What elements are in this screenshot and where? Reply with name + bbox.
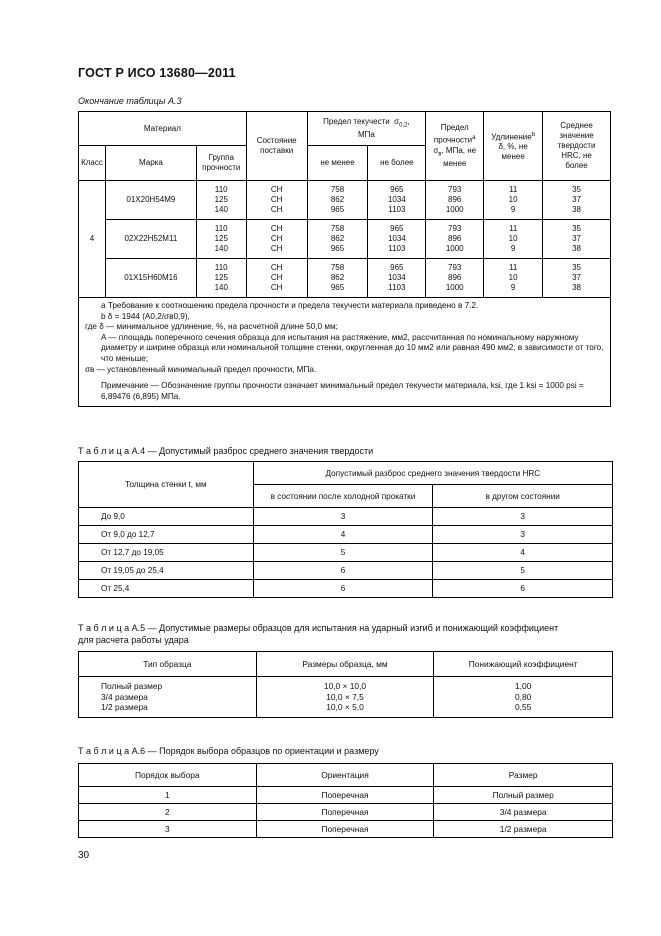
hardness-range-header: Допустимый разброс среднего значения твердости HRC <box>253 462 612 485</box>
table-a4-caption: Т а б л и ц а А.4 — Допустимый разброс среднего значения твердости <box>78 446 374 456</box>
note-where: где δ — минимальное удлинение, %, на расчетной длине 50,0 мм; <box>85 322 338 332</box>
class-cell: 4 <box>79 181 106 298</box>
class-header: Класс <box>79 146 106 181</box>
table-row: От 25,4 6 6 <box>79 580 613 598</box>
table-row: От 19,05 до 25,4 6 5 <box>79 562 613 580</box>
specimen-types: Полный размер 3/4 размера 1/2 размера <box>79 677 257 718</box>
table-row: 1 Поперечная Полный размер <box>79 787 613 804</box>
table-a6 <box>78 763 613 838</box>
table-row: 02Х22Н52М11 110 125 140 СН СН СН 758 862 965 965 1034 1103 793 896 1000 11 10 9 35 37 38 <box>79 220 611 259</box>
table-row <box>79 677 613 718</box>
table-a5-caption-2: для расчета работы удара <box>78 635 189 645</box>
table-a4 <box>78 461 613 598</box>
elongation-header: Удлинение$^b$ δ, %, не менее <box>484 112 543 181</box>
specimen-type-header: Тип образца <box>79 652 257 677</box>
grade-header: Марка <box>105 146 196 181</box>
orientation-header: Ориентация <box>256 764 434 787</box>
note-b: b δ = 1944 (A0,2/σв0,9), <box>101 311 190 321</box>
table-row: 3 Поперечная 1/2 размера <box>79 821 613 838</box>
table-a3-caption: Окончание таблицы А.3 <box>78 96 182 106</box>
tensile-strength-header: Предел прочности$^a$ $\sigma_в$, МПа, не менее <box>426 112 484 181</box>
document-header: ГОСТ Р ИСО 13680—2011 <box>78 66 236 80</box>
hardness-header: Среднее значение твердости HRC, не более <box>543 112 611 181</box>
grade-cell: 01Х20Н54М9 <box>105 181 196 220</box>
reduction-factor-header: Понижающий коэффициент <box>434 652 613 677</box>
note-a: a Требование к соотношению предела прочности и предела текучести материала приведено в 7.2. <box>101 301 479 310</box>
note-prim: Примечание — Обозначение группы прочности означает минимальный предел текучести материала, ksi, где 1 ksi = 1000 psi = 6,89476 (6,895) МПа. <box>101 381 584 401</box>
table-a5-caption-1: Т а б л и ц а А.5 — Допустимые размеры образцов для испытания на ударный изгиб и понижающий коэффициент <box>78 623 559 633</box>
table-row: От 12,7 до 19,05 5 4 <box>79 544 613 562</box>
table-row: От 9,0 до 12,7 4 3 <box>79 526 613 544</box>
reduction-factors: 1,00 0,80 0,55 <box>434 677 613 718</box>
cold-rolled-header: в состоянии после холодной прокатки <box>253 485 433 508</box>
specimen-size-header: Размеры образца, мм <box>256 652 434 677</box>
not-less-header: не менее <box>307 146 368 181</box>
table-row: 4 01Х20Н54М9 110 125 140 СН СН СН 758 862 965 965 1034 1103 793 896 1000 11 10 9 35 37 38 <box>79 181 611 220</box>
strength-group-header: Группа прочности <box>196 146 246 181</box>
material-header: Материал <box>79 112 247 146</box>
grade-cell: 02Х22Н52М11 <box>105 220 196 259</box>
table-row: До 9,0 3 3 <box>79 508 613 526</box>
table-row: 2 Поперечная 3/4 размера <box>79 804 613 821</box>
grade-cell: 01Х15Н60М16 <box>105 259 196 298</box>
thickness-header: Толщина стенки t, мм <box>79 462 254 508</box>
note-A: A — площадь поперечного сечения образца для испытания на растяжение, мм2, рассчитанная по номинальному наружному диаметру и ширине образца или номинальной толщине стенки, округленная до 10 мм2 или равная 490 мм2, в зависимости от того, что меньше; <box>101 332 604 363</box>
table-a3-notes <box>79 298 611 407</box>
other-state-header: в другом состоянии <box>433 485 613 508</box>
page-number: 30 <box>78 850 90 861</box>
table-a3 <box>78 111 611 407</box>
selection-order-header: Порядок выбора <box>79 764 257 787</box>
specimen-sizes: 10,0 × 10,0 10,0 × 7,5 10,0 × 5,0 <box>256 677 434 718</box>
table-row: 01Х15Н60М16 110 125 140 СН СН СН 758 862 965 965 1034 1103 793 896 1000 11 10 9 35 37 38 <box>79 259 611 298</box>
yield-strength-header: Предел текучести $\sigma_{0,2}$, МПа <box>307 112 426 146</box>
table-a6-caption: Т а б л и ц а А.6 — Порядок выбора образцов по ориентации и размеру <box>78 746 379 756</box>
table-a5 <box>78 651 613 718</box>
size-header: Размер <box>434 764 613 787</box>
note-sigma: σв — установленный минимальный предел прочности, МПа. <box>85 364 317 374</box>
not-more-header: не более <box>368 146 426 181</box>
delivery-state-header: Состояние поставки <box>246 112 307 181</box>
